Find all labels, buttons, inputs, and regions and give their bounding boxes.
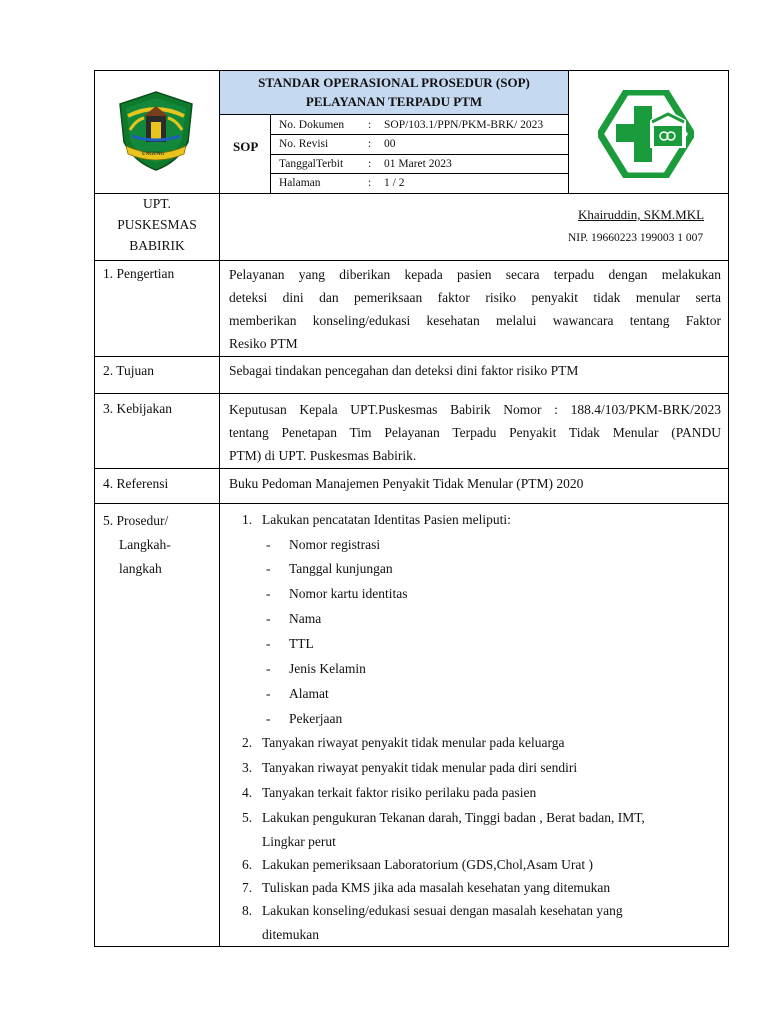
- meta-label-halaman: Halaman: [279, 177, 321, 189]
- step-5-continuation: Lingkar perut: [262, 834, 336, 849]
- bullet-item: Tanggal kunjungan: [289, 561, 393, 576]
- step-8-number: 8.: [242, 903, 253, 918]
- kebijakan-line-1: Keputusan Kepala UPT.Puskesmas Babirik Nomor : 188.4/103/PKM-BRK/2023: [229, 402, 721, 417]
- step-6-text: Lakukan pemeriksaan Laboratorium (GDS,Chol,Asam Urat ): [262, 857, 594, 872]
- bullet-mark: -: [266, 611, 271, 626]
- sop-label: SOP: [233, 139, 259, 154]
- bullet-mark: -: [266, 661, 271, 676]
- title-bottom-line: [219, 114, 568, 115]
- section-referensi-text: Buku Pedoman Manajemen Penyakit Tidak Menular (PTM) 2020: [229, 476, 584, 491]
- meta-sep-tanggal: :: [368, 158, 372, 170]
- org-line-1: UPT.: [143, 196, 171, 211]
- table-border-bottom: [94, 946, 729, 947]
- column-divider: [219, 70, 220, 947]
- bullet-item: Nomor kartu identitas: [289, 586, 408, 601]
- org-line-3: BABIRIK: [129, 238, 185, 253]
- bullet-mark: -: [266, 636, 271, 651]
- title-line-1: STANDAR OPERASIONAL PROSEDUR (SOP): [258, 75, 530, 90]
- puskesmas-logo: [598, 90, 694, 178]
- meta-label-dokumen: No. Dokumen: [279, 119, 345, 131]
- row-line-2: [94, 356, 729, 357]
- step-1-number: 1.: [242, 512, 253, 527]
- bullet-mark: -: [266, 711, 271, 726]
- meta-line-2: [270, 154, 568, 155]
- section-referensi-label: 4. Referensi: [103, 476, 169, 491]
- bullet-mark: -: [266, 561, 271, 576]
- table-border-right: [728, 70, 729, 947]
- step-2-number: 2.: [242, 735, 253, 750]
- pengertian-line-1: Pelayanan yang diberikan kepada pasien secara terpadu dengan melakukan: [229, 267, 721, 282]
- signer-name: Khairuddin, SKM.MKL: [578, 207, 705, 222]
- row-line-3: [94, 393, 729, 394]
- header-bottom-line: [94, 193, 729, 194]
- meta-line-1: [270, 134, 568, 135]
- meta-value-halaman: 1 / 2: [384, 177, 405, 189]
- meta-label-tanggal: TanggalTerbit: [279, 158, 344, 170]
- section-pengertian-label: 1. Pengertian: [103, 266, 175, 281]
- step-1-text: Lakukan pencatatan Identitas Pasien meliputi:: [262, 512, 511, 527]
- bullet-item: Alamat: [289, 686, 329, 701]
- step-7-text: Tuliskan pada KMS jika ada masalah kesehatan yang ditemukan: [262, 880, 611, 895]
- regency-logo: [116, 90, 196, 172]
- title-line-2: PELAYANAN TERPADU PTM: [305, 94, 483, 109]
- step-6-number: 6.: [242, 857, 253, 872]
- bullet-item: Nama: [289, 611, 322, 626]
- section-prosedur-label-3: langkah: [119, 561, 162, 576]
- step-8-continuation: ditemukan: [262, 927, 319, 942]
- pengertian-line-3: memberikan konseling/edukasi kesehatan melalui wawancara tentang Faktor: [229, 313, 721, 328]
- section-kebijakan-text: [229, 398, 721, 467]
- meta-line-3: [270, 173, 568, 174]
- step-5-number: 5.: [242, 810, 253, 825]
- row-line-1: [94, 260, 729, 261]
- bullet-mark: -: [266, 686, 271, 701]
- section-pengertian-text: [229, 263, 721, 355]
- section-kebijakan-label: 3. Kebijakan: [103, 401, 172, 416]
- kebijakan-line-3: PTM) di UPT. Puskesmas Babirik.: [229, 448, 417, 463]
- meta-sep-halaman: :: [368, 177, 372, 189]
- meta-label-revisi: No. Revisi: [279, 138, 329, 150]
- step-2-text: Tanyakan riwayat penyakit tidak menular pada keluarga: [262, 735, 565, 750]
- section-prosedur-label-1: 5. Prosedur/: [103, 513, 169, 528]
- row-line-4: [94, 468, 729, 469]
- row-line-5: [94, 503, 729, 504]
- step-3-text: Tanyakan riwayat penyakit tidak menular pada diri sendiri: [262, 760, 578, 775]
- meta-sep-revisi: :: [368, 138, 372, 150]
- bullet-item: Nomor registrasi: [289, 537, 381, 552]
- meta-value-dokumen: SOP/103.1/PPN/PKM-BRK/ 2023: [384, 119, 544, 131]
- header-divider-right: [568, 70, 569, 194]
- step-8-text: Lakukan konseling/edukasi sesuai dengan masalah kesehatan yang: [262, 903, 623, 918]
- meta-sep-dokumen: :: [368, 119, 372, 131]
- section-tujuan-text: Sebagai tindakan pencegahan dan deteksi dini faktor risiko PTM: [229, 363, 579, 378]
- bullet-item: TTL: [289, 636, 314, 651]
- meta-value-tanggal: 01 Maret 2023: [384, 158, 452, 170]
- section-tujuan-label: 2. Tujuan: [103, 363, 155, 378]
- logo-banner-text: UNGUNG: [142, 152, 165, 157]
- meta-value-revisi: 00: [384, 138, 396, 150]
- table-border-left: [94, 70, 95, 947]
- section-prosedur-label-2: Langkah-: [119, 537, 171, 552]
- step-7-number: 7.: [242, 880, 253, 895]
- bullet-item: Pekerjaan: [289, 711, 343, 726]
- bullet-item: Jenis Kelamin: [289, 661, 366, 676]
- signer-nip: NIP. 19660223 199003 1 007: [568, 232, 704, 244]
- document-title: [220, 71, 568, 114]
- bullet-mark: -: [266, 586, 271, 601]
- step-4-text: Tanyakan terkait faktor risiko perilaku pada pasien: [262, 785, 537, 800]
- kebijakan-line-2: tentang Penetapan Tim Pelayanan Terpadu Penyakit Tidak Menular (PANDU: [229, 425, 721, 440]
- bullet-mark: -: [266, 537, 271, 552]
- step-4-number: 4.: [242, 785, 253, 800]
- pengertian-line-4: Resiko PTM: [229, 336, 298, 351]
- step-3-number: 3.: [242, 760, 253, 775]
- step-5-text: Lakukan pengukuran Tekanan darah, Tinggi badan , Berat badan, IMT,: [262, 810, 645, 825]
- org-line-2: PUSKESMAS: [117, 217, 197, 232]
- pengertian-line-2: deteksi dini dan pemeriksaan faktor risiko penyakit tidak menular serta: [229, 290, 721, 305]
